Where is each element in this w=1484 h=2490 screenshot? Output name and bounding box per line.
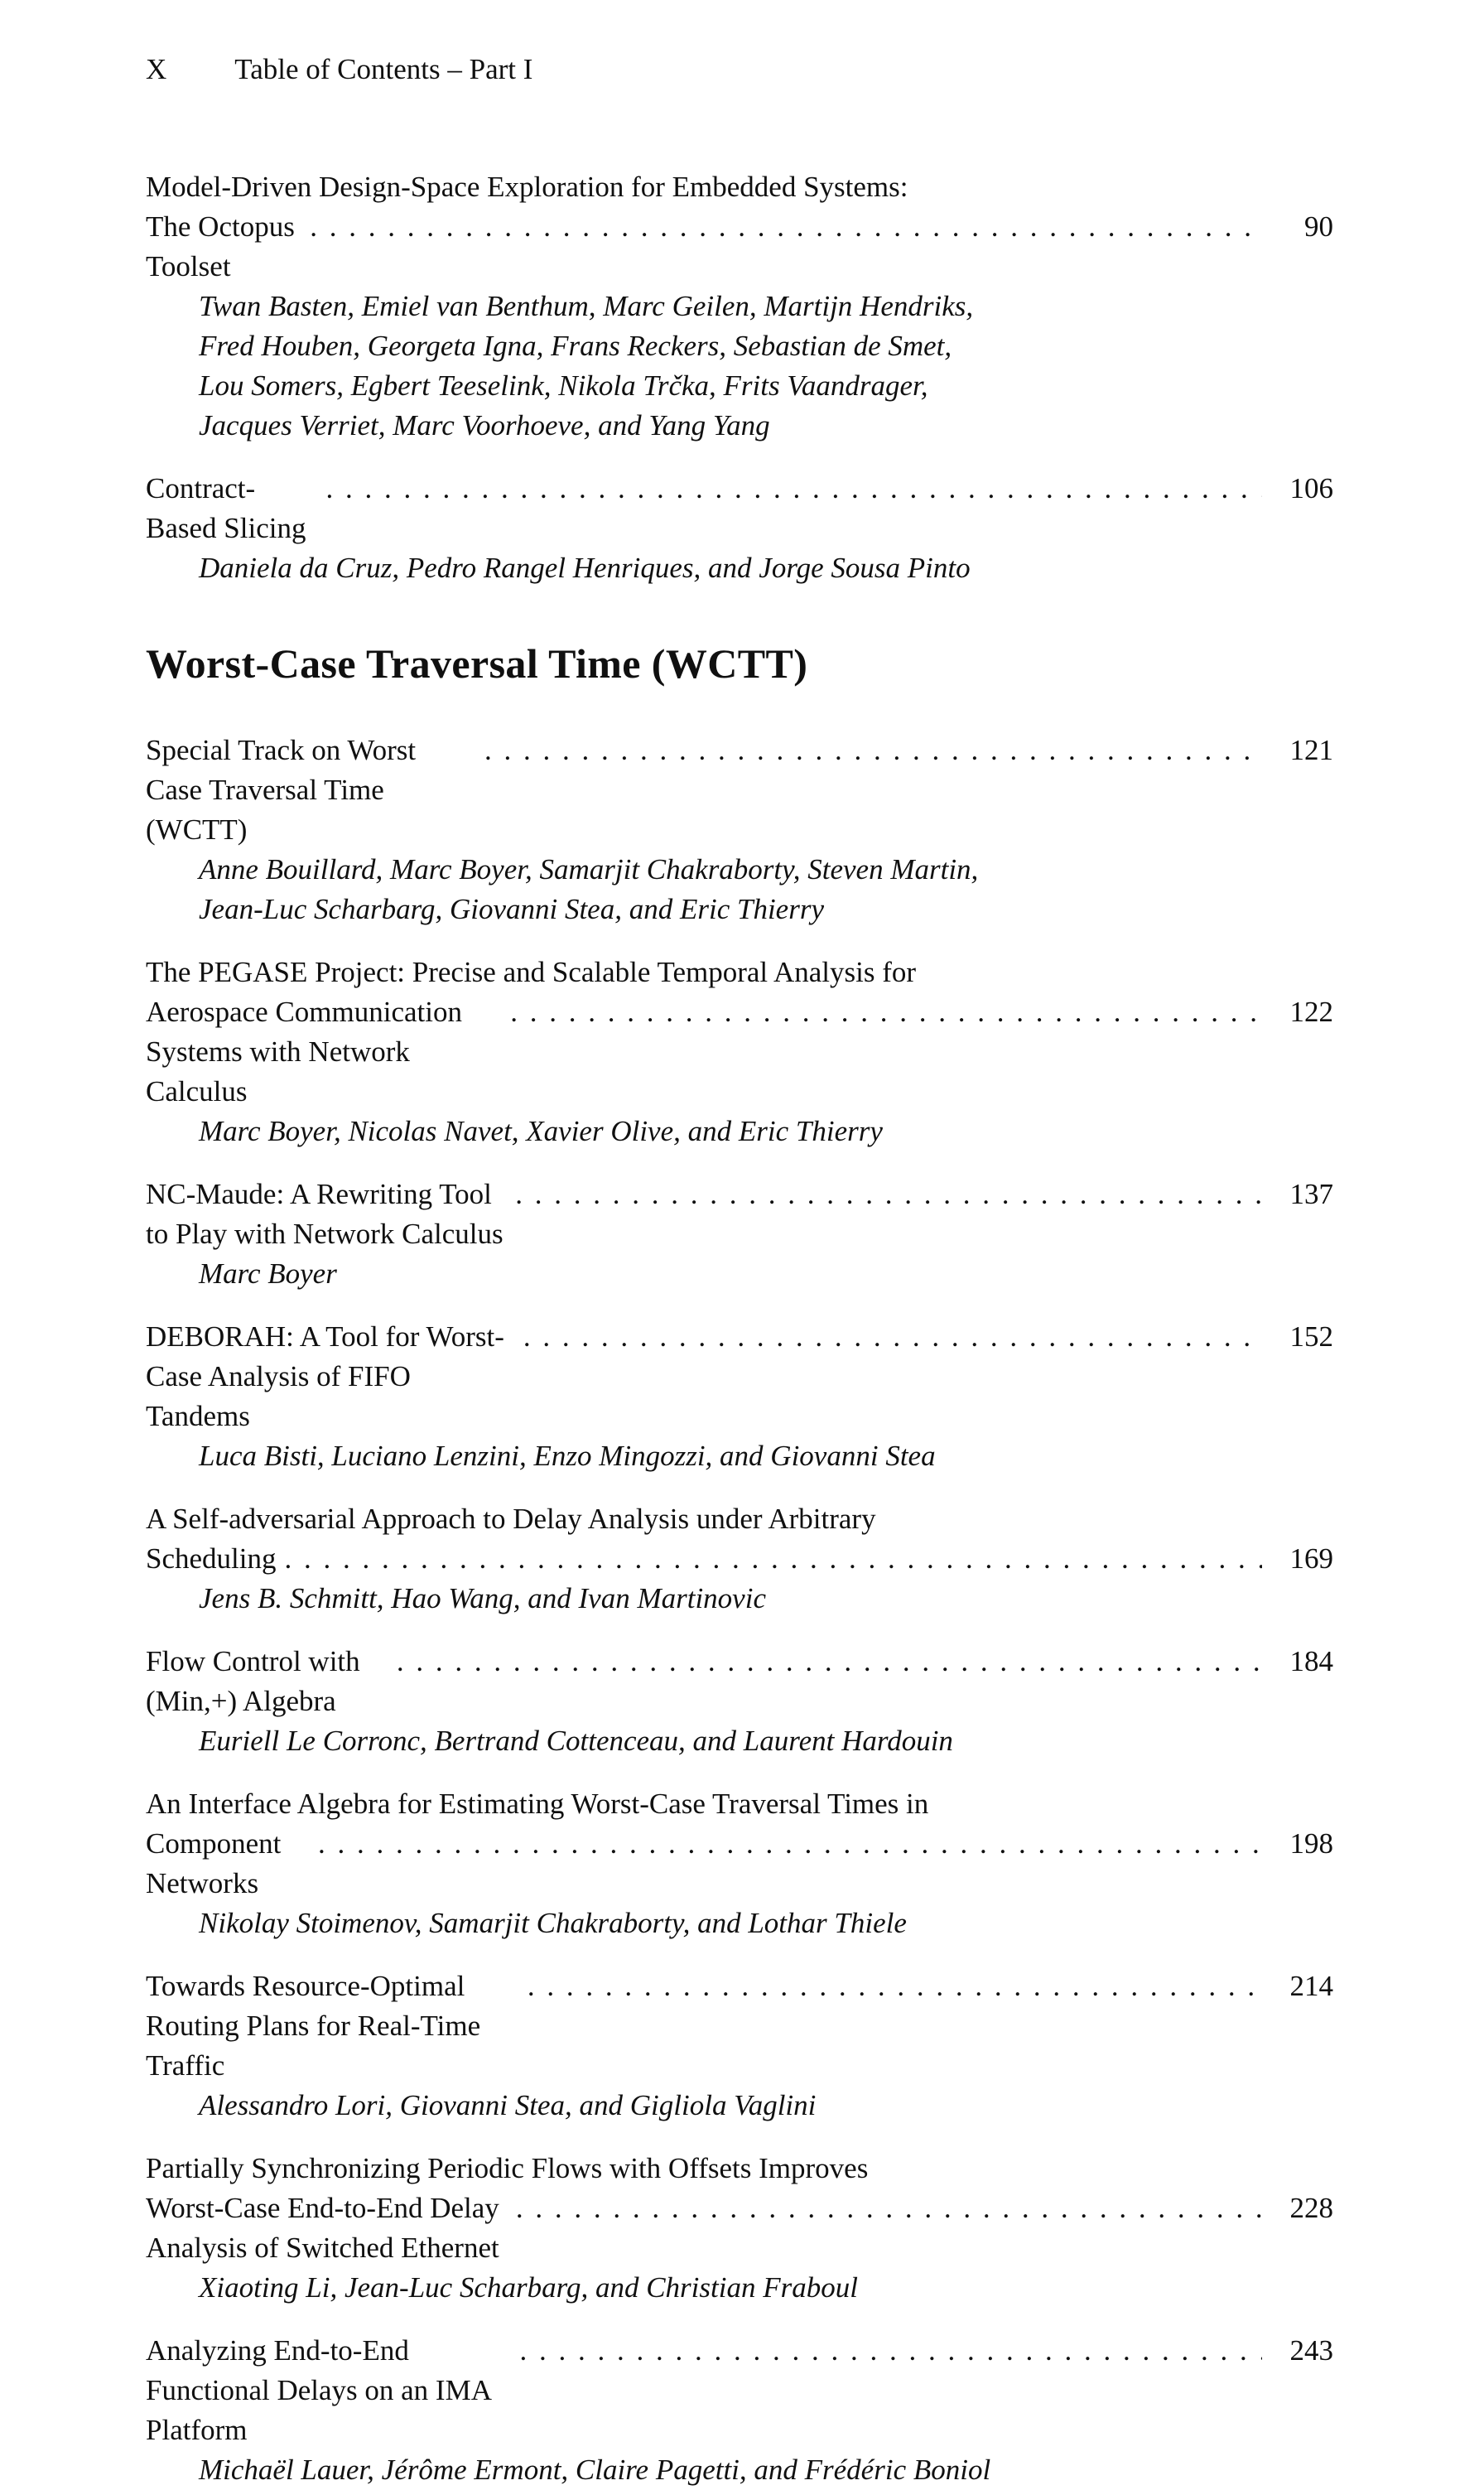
dot-leader bbox=[310, 207, 1262, 247]
toc-entry bbox=[146, 731, 1333, 929]
toc-entry-title-row bbox=[146, 207, 1333, 287]
toc-entry-title-row bbox=[146, 2331, 1333, 2450]
toc-entry-authors bbox=[146, 2268, 1333, 2308]
toc-entry-page-number: 121 bbox=[1289, 734, 1333, 766]
toc-entry-title: Flow Control with (Min,+) Algebra bbox=[146, 1645, 360, 1717]
toc-entry-page-number: 198 bbox=[1289, 1827, 1333, 1860]
toc-entry-title-line: A Self-adversarial Approach to Delay Analysis under Arbitrary bbox=[146, 1503, 876, 1535]
author-line: Anne Bouillard, Marc Boyer, Samarjit Chakraborty, Steven Martin, bbox=[199, 853, 979, 885]
section-heading: Worst-Case Traversal Time (WCTT) bbox=[146, 640, 808, 687]
toc-entry-title-row bbox=[146, 1966, 1333, 2086]
dot-leader bbox=[528, 1966, 1262, 2006]
toc-entry-title: Worst-Case End-to-End Delay Analysis of Switched Ethernet bbox=[146, 2192, 499, 2264]
dot-leader bbox=[515, 1175, 1262, 1214]
toc-entry-title: Component Networks bbox=[146, 1827, 282, 1899]
toc-entry-authors bbox=[146, 1904, 1333, 1943]
toc-entry-title: Towards Resource-Optimal Routing Plans for Real-Time Traffic bbox=[146, 1970, 481, 2082]
toc-entry-authors bbox=[146, 2450, 1333, 2490]
author-line: Jens B. Schmitt, Hao Wang, and Ivan Martinovic bbox=[199, 1582, 766, 1614]
author-line: Daniela da Cruz, Pedro Rangel Henriques, and Jorge Sousa Pinto bbox=[199, 552, 971, 584]
author-line: Marc Boyer, Nicolas Navet, Xavier Olive, and Eric Thierry bbox=[199, 1115, 883, 1147]
author-line: Fred Houben, Georgeta Igna, Frans Reckers, Sebastian de Smet, bbox=[199, 330, 952, 362]
toc-entry-authors bbox=[146, 1721, 1333, 1761]
toc-entry-page-number: 184 bbox=[1289, 1645, 1333, 1677]
toc-entry-title-row bbox=[146, 1539, 1333, 1579]
toc-entry-page-number: 106 bbox=[1289, 472, 1333, 504]
toc-entry-title-row bbox=[146, 469, 1333, 548]
toc-entry-title-row bbox=[146, 992, 1333, 1112]
toc-entry-title-row bbox=[146, 1642, 1333, 1721]
author-line: Marc Boyer bbox=[199, 1257, 337, 1290]
toc-entry-title: Aerospace Communication Systems with Network Calculus bbox=[146, 996, 462, 1107]
dot-leader bbox=[484, 731, 1262, 770]
toc-entry-page-number: 152 bbox=[1289, 1320, 1333, 1353]
toc-entry bbox=[146, 1317, 1333, 1476]
toc-entry-page-number: 90 bbox=[1304, 210, 1333, 243]
toc-entry-page-number: 228 bbox=[1289, 2192, 1333, 2224]
toc-entry-title-row bbox=[146, 731, 1333, 850]
dot-leader bbox=[510, 992, 1262, 1032]
author-line: Jacques Verriet, Marc Voorhoeve, and Yang Yang bbox=[199, 409, 770, 442]
dot-leader bbox=[325, 469, 1262, 509]
toc-entry-title-row bbox=[146, 1175, 1333, 1254]
toc-entry-authors bbox=[146, 287, 1333, 446]
author-line: Luca Bisti, Luciano Lenzini, Enzo Mingozzi, and Giovanni Stea bbox=[199, 1440, 936, 1472]
dot-leader bbox=[523, 1317, 1262, 1357]
toc-entry-title: DEBORAH: A Tool for Worst-Case Analysis of FIFO Tandems bbox=[146, 1320, 504, 1432]
dot-leader bbox=[318, 1824, 1262, 1864]
toc-entry bbox=[146, 1642, 1333, 1761]
toc-entry-title: Scheduling bbox=[146, 1542, 277, 1575]
author-line: Michaël Lauer, Jérôme Ermont, Claire Pagetti, and Frédéric Boniol bbox=[199, 2454, 991, 2486]
toc-entry-title: Special Track on Worst Case Traversal Time (WCTT) bbox=[146, 734, 417, 846]
dot-leader bbox=[520, 2331, 1262, 2371]
running-header bbox=[146, 50, 1333, 89]
author-line: Xiaoting Li, Jean-Luc Scharbarg, and Christian Fraboul bbox=[199, 2271, 858, 2304]
toc-entry-authors bbox=[146, 1112, 1333, 1151]
toc-entry-authors bbox=[146, 850, 1333, 929]
toc-entry-authors bbox=[146, 2086, 1333, 2126]
toc-entry bbox=[146, 1175, 1333, 1294]
author-line: Nikolay Stoimenov, Samarjit Chakraborty, and Lothar Thiele bbox=[199, 1907, 907, 1939]
toc-entry-title-line: Model-Driven Design-Space Exploration for Embedded Systems: bbox=[146, 171, 908, 203]
toc-entry bbox=[146, 469, 1333, 588]
toc-entry-title-line: The PEGASE Project: Precise and Scalable Temporal Analysis for bbox=[146, 956, 917, 988]
toc-entry-title: NC-Maude: A Rewriting Tool to Play with Network Calculus bbox=[146, 1178, 504, 1250]
toc-entry bbox=[146, 2331, 1333, 2490]
toc-entry bbox=[146, 1966, 1333, 2126]
author-line: Jean-Luc Scharbarg, Giovanni Stea, and Eric Thierry bbox=[199, 893, 824, 925]
dot-leader bbox=[397, 1642, 1262, 1682]
toc-entry bbox=[146, 167, 1333, 446]
author-line: Alessandro Lori, Giovanni Stea, and Gigliola Vaglini bbox=[199, 2089, 817, 2121]
toc-entry-title-line: An Interface Algebra for Estimating Worst-Case Traversal Times in bbox=[146, 1788, 929, 1820]
dot-leader bbox=[516, 2188, 1262, 2228]
toc-entry-authors bbox=[146, 548, 1333, 588]
toc-entry-page-number: 243 bbox=[1289, 2334, 1333, 2367]
toc-entry-authors bbox=[146, 1436, 1333, 1476]
folio-page-number: X bbox=[146, 53, 167, 85]
toc-entry-title: Analyzing End-to-End Functional Delays on an IMA Platform bbox=[146, 2334, 491, 2446]
toc-entry-authors bbox=[146, 1579, 1333, 1619]
toc-entry bbox=[146, 1784, 1333, 1943]
toc-entry-title-row bbox=[146, 2188, 1333, 2268]
toc-entry-page-number: 214 bbox=[1289, 1970, 1333, 2002]
toc-entry-title-line: Partially Synchronizing Periodic Flows with Offsets Improves bbox=[146, 2152, 869, 2184]
dot-leader bbox=[284, 1539, 1262, 1579]
toc-entry-title: The Octopus Toolset bbox=[146, 210, 295, 282]
toc-entry-title-row bbox=[146, 1824, 1333, 1904]
toc-entry-authors bbox=[146, 1254, 1333, 1294]
running-header-title: Table of Contents – Part I bbox=[234, 53, 533, 85]
toc-entry-page-number: 169 bbox=[1289, 1542, 1333, 1575]
toc-entry-title-row bbox=[146, 1317, 1333, 1436]
toc-entry-title: Contract-Based Slicing bbox=[146, 472, 306, 544]
author-line: Twan Basten, Emiel van Benthum, Marc Geilen, Martijn Hendriks, bbox=[199, 290, 974, 322]
author-line: Euriell Le Corronc, Bertrand Cottenceau, and Laurent Hardouin bbox=[199, 1725, 953, 1757]
toc-entry-page-number: 122 bbox=[1289, 996, 1333, 1028]
toc-entry bbox=[146, 2149, 1333, 2308]
toc-entry bbox=[146, 1499, 1333, 1619]
toc-entry-page-number: 137 bbox=[1289, 1178, 1333, 1210]
toc-entry bbox=[146, 953, 1333, 1151]
author-line: Lou Somers, Egbert Teeselink, Nikola Trčka, Frits Vaandrager, bbox=[199, 369, 928, 402]
